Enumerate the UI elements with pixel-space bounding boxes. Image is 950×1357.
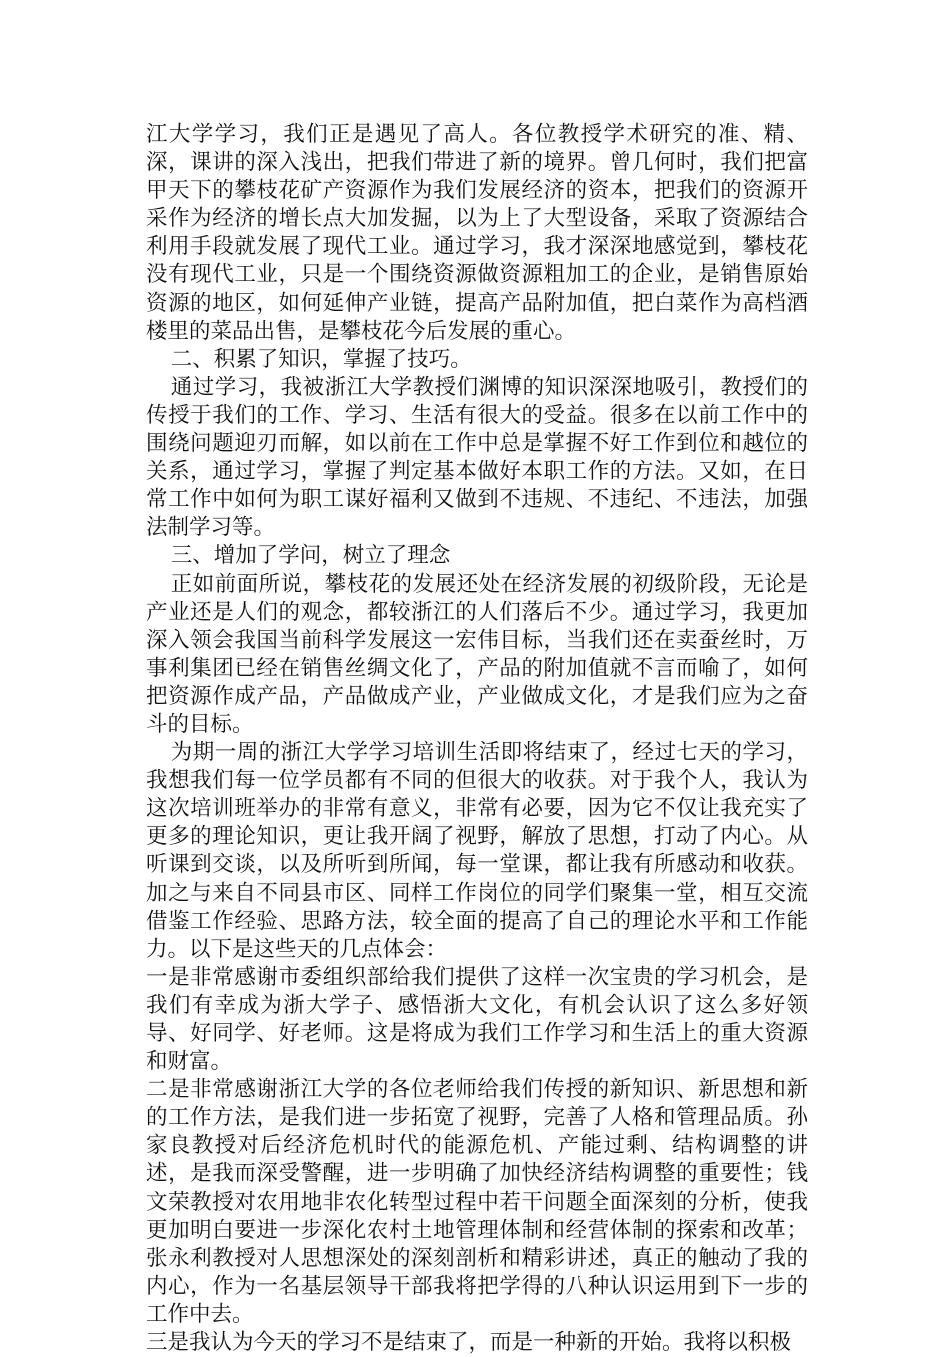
paragraph-body: 为期一周的浙江大学学习培训生活即将结束了，经过七天的学习，我想我们每一位学员都有不同的但很大的收获。对于我个人，我认为这次培训班举办的非常有意义，非常有必要，因为它不仅让我充实了更多的理论知识，更让我开阔了视野，解放了思想，打动了内心。从听课到交谈，以及所听到所闻，每一堂课，都让我有所感动和收获。加之与来自不同县市区、同样工作岗位的同学们聚集一堂，相互交流借鉴工作经验、思路方法，较全面的提高了自己的理论水平和工作能力。以下是这些天的几点体会： <box>146 740 808 962</box>
paragraph-body: 江大学学习，我们正是遇见了高人。各位教授学术研究的准、精、深，课讲的深入浅出，把我们带进了新的境界。曾几何时，我们把富甲天下的攀枝花矿产资源作为我们发展经济的资本，把我们的资源开采作为经济的增长点大加发掘，以为上了大型设备，采取了资源结合利用手段就发展了现代工业。通过学习，我才深深地感觉到，攀枝花没有现代工业，只是一个围绕资源做资源粗加工的企业，是销售原始资源的地区，如何延伸产业链，提高产品附加值，把白菜作为高档酒楼里的菜品出售，是攀枝花今后发展的重心。 <box>146 122 808 344</box>
section-heading: 三、增加了学问，树立了理念 <box>170 543 451 569</box>
document-page <box>146 121 808 1357</box>
paragraph-body: 通过学习，我被浙江大学教授们渊博的知识深深地吸引，教授们的传授于我们的工作、学习、生活有很大的受益。很多在以前工作中的围绕问题迎刃而解，如以前在工作中总是掌握不好工作到位和越位的关系，通过学习，掌握了判定基本做好本职工作的方法。又如，在日常工作中如何为职工谋好福利又做到不违规、不违纪、不违法，加强法制学习等。 <box>146 374 808 541</box>
paragraph-body: 正如前面所说，攀枝花的发展还处在经济发展的初级阶段，无论是产业还是人们的观念，都较浙江的人们落后不少。通过学习，我更加深入领会我国当前科学发展这一宏伟目标，当我们还在卖蚕丝时，万事利集团已经在销售丝绸文化了，产品的附加值就不言而喻了，如何把资源作成产品，产品做成产业，产业做成文化，才是我们应为之奋斗的目标。 <box>146 571 808 737</box>
paragraph-body: 三是我认为今天的学习不是结束了，而是一种新的开始。我将以积极 <box>146 1330 792 1356</box>
section-heading: 二、积累了知识，掌握了技巧。 <box>170 346 472 372</box>
paragraph-body: 二是非常感谢浙江大学的各位老师给我们传授的新知识、新思想和新的工作方法，是我们进一步拓宽了视野，完善了人格和管理品质。孙家良教授对后经济危机时代的能源危机、产能过剩、结构调整的讲述，是我而深受警醒，进一步明确了加快经济结构调整的重要性；钱文荣教授对农用地非农化转型过程中若干问题全面深刻的分析，使我更加明白要进一步深化农村土地管理体制和经营体制的探索和改革；张永利教授对人思想深处的深刻剖析和精彩讲述，真正的触动了我的内心，作为一名基层领导干部我将把学得的八种认识运用到下一步的工作中去。 <box>146 1077 808 1327</box>
paragraph-body: 一是非常感谢市委组织部给我们提供了这样一次宝贵的学习机会，是我们有幸成为浙大学子、感悟浙大文化，有机会认识了这么多好领导、好同学、好老师。这是将成为我们工作学习和生活上的重大资源和财富。 <box>146 964 808 1075</box>
